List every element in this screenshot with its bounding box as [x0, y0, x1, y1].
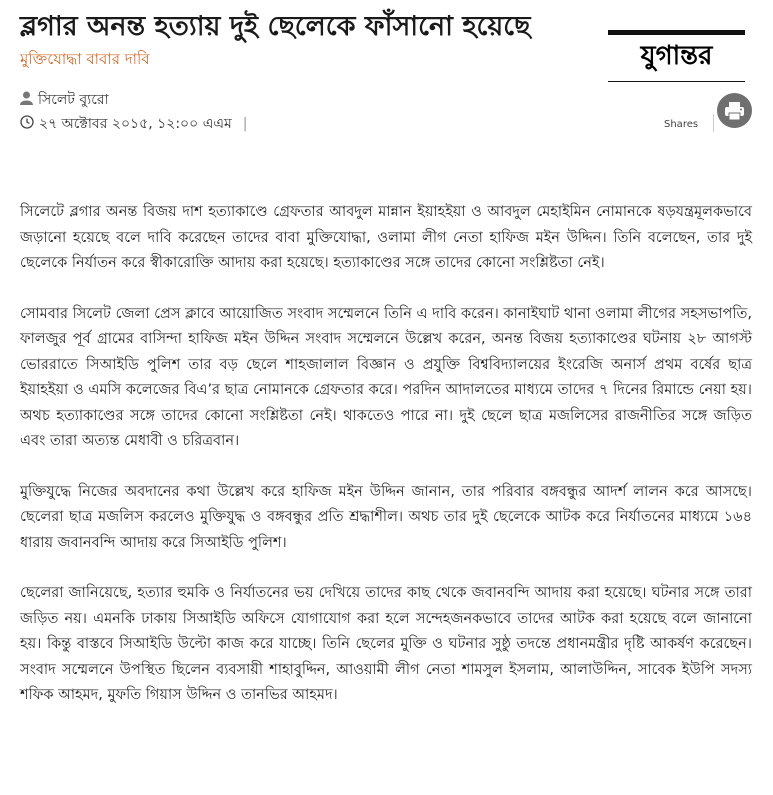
publish-date: ২৭ অক্টোবর ২০১৫, ১২:০০ এএম [39, 116, 232, 132]
paragraph: মুক্তিযুদ্ধে নিজের অবদানের কথা উল্লেখ করে হাফিজ মইন উদ্দিন জানান, তার পরিবার বঙ্গবন্ধুর আদর্শ লালন করে আসছে। ছেলেরা ছাত্র মজলিস করলেও মুক্তিযুদ্ধ ও বঙ্গবন্ধুর প্রতি শ্রদ্ধাশীল। অথচ তার দুই ছেলেকে আটক করে নির্যাতনের মাধ্যমে ১৬৪ ধারায় জবানবন্দি আদায় করে সিআইডি পুলিশ। [20, 483, 752, 551]
shares-label: Shares [664, 119, 699, 130]
paragraph: সিলেটে ব্লগার অনন্ত বিজয় দাশ হত্যাকাণ্ডে গ্রেফতার আবদুল মান্নান ইয়াহইয়া ও আবদুল মেহাইমিন নোমানকে ষড়যন্ত্রমূলকভাবে জড়ানো হয়েছে বলে দাবি করেছেন তাদের বাবা মুক্তিযোদ্ধা, ওলামা লীগ নেতা হাফিজ মইন উদ্দিন। তিনি বলেছেন, তার দুই ছেলেকে নির্যাতন করে স্বীকারোক্তি আদায় করা হয়েছে। হত্যাকাণ্ডের সঙ্গে তাদের কোনো সংশ্লিষ্টতা নেই। [20, 204, 752, 271]
jugantor-logo[interactable]: যুগান্তর [608, 30, 745, 82]
separator: | [242, 116, 248, 132]
paragraph: সোমবার সিলেট জেলা প্রেস ক্লাবে আয়োজিত সংবাদ সম্মেলনে তিনি এ দাবি করেন। কানাইঘাট থানা ওলামা লীগের সহসভাপতি, ফালজুর পূর্ব গ্রামের বাসিন্দা হাফিজ মইন উদ্দিন সংবাদ সম্মেলনে উল্লেখ করেন, অনন্ত বিজয় হত্যাকাণ্ডের ঘটনায় ২৮ আগস্ট ভোররাতে সিআইডি পুলিশ তার বড় ছেলে শাহজালাল বিজ্ঞান ও প্রযুক্তি বিশ্ববিদ্যালয়ের ইংরেজি অনার্স প্রথম বর্ষের ছাত্র ইয়াহইয়া ও এমসি কলেজের বিএ’র ছাত্র নোমানকে গ্রেফতার করে। পরদিন আদালতের মাধ্যমে তাদের ৭ দিনের রিমান্ডে নেয়া হয়। অথচ হত্যাকাণ্ডের সঙ্গে তাদের কোনো সংশ্লিষ্টতা নেই। থাকতেও পারে না। দুই ছেলে ছাত্র মজলিসের রাজনীতির সঙ্গে জড়িত এবং তারা অত্যন্ত মেধাবী ও চরিত্রবান। [20, 305, 752, 449]
article-subtitle: মুক্তিযোদ্ধা বাবার দাবি [20, 50, 150, 68]
print-button[interactable] [717, 93, 752, 128]
clock-icon [20, 115, 34, 133]
print-icon [717, 93, 752, 128]
divider [713, 114, 714, 132]
paragraph: ছেলেরা জানিয়েছে, হত্যার হুমকি ও নির্যাতনের ভয় দেখিয়ে তাদের কাছ থেকে জবানবন্দি আদায় করা হয়েছে। ঘটনার সঙ্গে তারা জড়িত নয়। এমনকি ঢাকায় সিআইডি অফিসে যোগাযোগ করা হলে সন্দেহজনকভাবে তাদের আটক করা হয়েছে বলে জানানো হয়। কিন্তু বাস্তবে সিআইডি উল্টো কাজ করে যাচ্ছে। তিনি ছেলের মুক্তি ও ঘটনার সুষ্ঠু তদন্তে প্রধানমন্ত্রীর দৃষ্টি আকর্ষণ করেছেন। সংবাদ সম্মেলনে উপস্থিত ছিলেন ব্যবসায়ী শাহাবুদ্দিন, আওয়ামী লীগ নেতা শামসুল ইসলাম, আলাউদ্দিন, সাবেক ইউপি সদস্য শফিক আহমদ, মুফতি গিয়াস উদ্দিন ও তানভির আহমদ। [20, 585, 752, 703]
article-body [20, 200, 752, 734]
author-line [20, 88, 109, 112]
date-line [20, 112, 247, 136]
user-icon [20, 91, 33, 109]
article-title: ব্লগার অনন্ত হত্যায় দুই ছেলেকে ফাঁসানো হয়েছে [20, 11, 531, 42]
author-name[interactable]: সিলেট ব্যুরো [38, 92, 109, 108]
